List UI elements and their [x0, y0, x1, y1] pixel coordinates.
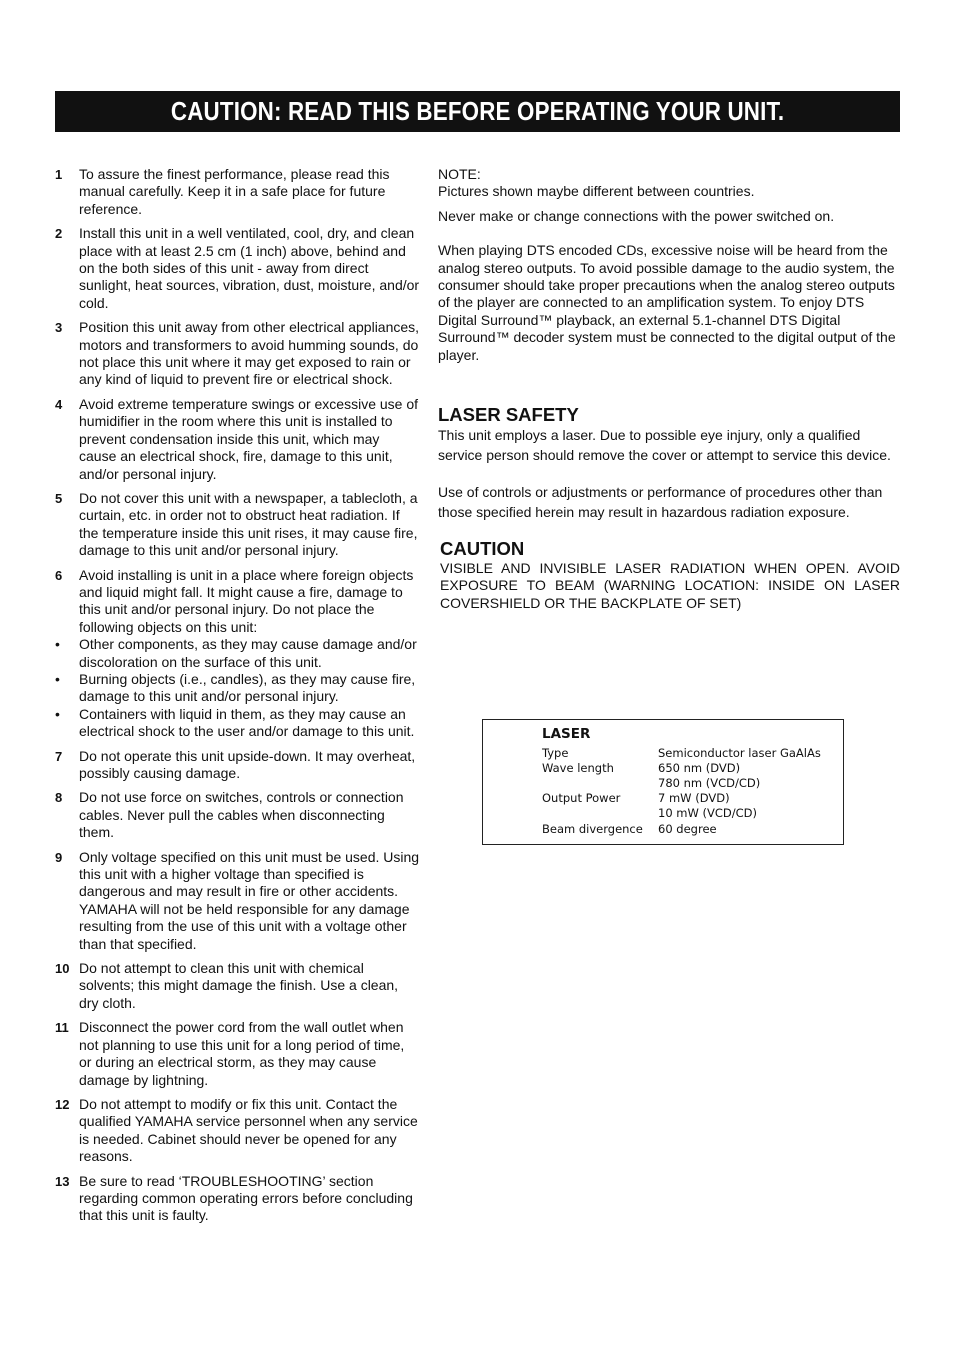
list-item: [55, 789, 420, 841]
item-text: Do not attempt to clean this unit with chemical solvents; this might damage the finish. Use a clean, dry cloth.: [79, 960, 399, 1011]
item-text: Do not use force on switches, controls or connection cables. Never pull the cables when disconnecting them.: [79, 789, 404, 841]
notes-column: [438, 166, 900, 612]
caution-text: VISIBLE AND INVISIBLE LASER RADIATION WHEN OPEN. AVOID EXPOSURE TO BEAM (WARNING LOCATION: INSIDE ON LASER COVERSHIELD OR THE BACKPLATE OF SET): [440, 560, 900, 611]
spec-row: [542, 776, 760, 791]
list-item: [55, 960, 420, 1012]
item-text: Do not cover this unit with a newspaper, a tablecloth, a curtain, etc. in order not to obstruct heat radiation. If the temperature inside this unit rises, it may cause fire, damage to this unit and/or personal injury.: [79, 489, 418, 559]
item-text: Avoid extreme temperature swings or excessive use of humidifier in the room where this unit is installed to prevent condensation inside this unit, which may cause an electrical shock, fire, damage to this unit, and/or personal injury.: [79, 395, 419, 482]
spec-row: [542, 761, 740, 776]
bullet-marker: •: [55, 636, 60, 653]
item-number: 11: [55, 1020, 69, 1036]
bullet-text: Containers with liquid in them, as they may cause an electrical shock to the user and/or damage to this unit.: [79, 705, 415, 740]
spec-label: Type: [542, 746, 569, 760]
bullet-item: [55, 636, 420, 671]
laser-safety-heading: LASER SAFETY: [438, 404, 579, 426]
dts-notice: When playing DTS encoded CDs, excessive noise will be heard from the analog stereo outputs. To avoid possible damage to the audio system, the consumer should take proper precautions when the analog stereo outputs of the player are connected to an amplification system. To enjoy DTS Digital Surround™ playback, an external 5.1-channel DTS Digital Surround™ decoder system must be connected to the digital output of the player.: [438, 242, 896, 363]
item-text: Position this unit away from other electrical appliances, motors and transformers to avoid humming sounds, do not place this unit where it may get exposed to rain or any kind of liquid to prevent fire or electrical shock.: [79, 319, 420, 388]
spec-value: 780 nm (VCD/CD): [658, 776, 761, 790]
bullet-marker: •: [55, 670, 60, 687]
laser-safety-paragraph-2: Use of controls or adjustments or performance of procedures other than those specified herein may result in hazardous radiation exposure.: [438, 484, 883, 520]
note-line-2: Never make or change connections with the power switched on.: [438, 207, 835, 224]
spec-row: [542, 822, 717, 837]
item-text: To assure the finest performance, please read this manual carefully. Keep it in a safe place for future reference.: [79, 166, 390, 217]
bullet-marker: •: [55, 705, 60, 722]
list-item: [55, 490, 420, 560]
spec-label: Output Power: [542, 791, 621, 805]
item-text: Be sure to read ‘TROUBLESHOOTING’ section regarding common operating errors before concluding that this unit is faulty.: [79, 1172, 413, 1224]
caution-heading: CAUTION: [440, 538, 525, 560]
bullet-text: Other components, as they may cause damage and/or discoloration on the surface of this unit.: [79, 636, 417, 670]
spec-value: 650 nm (DVD): [658, 761, 741, 775]
item-number: 13: [55, 1173, 70, 1189]
item-number: 3: [55, 320, 63, 336]
note-line-1: Pictures shown maybe different between countries.: [438, 183, 755, 200]
spec-value: Semiconductor laser GaAlAs: [658, 746, 821, 760]
item-number: 2: [55, 226, 63, 242]
spec-value: 60 degree: [658, 822, 717, 836]
list-item: [55, 567, 420, 741]
page-title: CAUTION: READ THIS BEFORE OPERATING YOUR UNIT.: [170, 96, 785, 126]
bullet-item: [55, 706, 420, 741]
bullet-item: [55, 671, 420, 706]
list-item: [55, 1096, 420, 1166]
item-number: 12: [55, 1096, 70, 1112]
item-text: Only voltage specified on this unit must be used. Using this unit with a higher voltage than specified is dangerous and may result in fire or other accidents. YAMAHA will not be held responsible for any damage resulting from the use of this unit with a voltage other than that specified.: [79, 848, 420, 952]
item-number: 6: [55, 567, 63, 583]
note-label: NOTE:: [438, 166, 481, 182]
laser-spec-table: [482, 719, 844, 845]
list-item: [55, 1173, 420, 1225]
list-item: [55, 849, 420, 953]
item-number: 10: [55, 961, 70, 977]
item-text: Install this unit in a well ventilated, cool, dry, and clean place with at least 2.5 cm (1 inch) above, behind and on the both sides of this unit - away from direct sunlight, heat sources, vibration, dust, moisture, and/or cold.: [79, 225, 420, 311]
spec-value: 10 mW (VCD/CD): [658, 806, 758, 820]
item-text: Do not operate this unit upside-down. It may overheat, possibly causing damage.: [79, 747, 416, 781]
bullet-text: Burning objects (i.e., candles), as they may cause fire, damage to this unit and/or personal injury.: [79, 670, 416, 705]
safety-instructions-list: [55, 166, 420, 1232]
list-item: [55, 748, 420, 783]
item-number: 1: [55, 167, 63, 182]
item-text: Disconnect the power cord from the wall outlet when not planning to use this unit for a long period of time, or during an electrical storm, as they may cause damage by lightning.: [79, 1019, 405, 1088]
spec-row: [542, 746, 821, 761]
item-text: Do not attempt to modify or fix this unit. Contact the qualified YAMAHA service personnel when any service is needed. Cabinet should never be opened for any reasons.: [79, 1095, 418, 1165]
spec-value: 7 mW (DVD): [658, 791, 730, 805]
item-text: Avoid installing is unit in a place where foreign objects and liquid might fall. It might cause a fire, damage to this unit and/or personal injury. Do not place the following objects on this unit:: [79, 566, 414, 635]
spec-label: Wave length: [542, 761, 614, 775]
laser-spec-title: LASER: [542, 726, 591, 742]
item-number: 9: [55, 849, 63, 865]
list-item: [55, 396, 420, 483]
spec-label: Beam divergence: [542, 822, 643, 836]
caution-banner: [55, 91, 900, 132]
item-number: 7: [55, 748, 63, 764]
list-item: [55, 1019, 420, 1089]
list-item: [55, 319, 420, 389]
spec-row: [542, 806, 757, 821]
list-item: [55, 166, 420, 218]
laser-safety-paragraph-1: This unit employs a laser. Due to possible eye injury, only a qualified service person should remove the cover or attempt to service this device.: [438, 427, 891, 463]
spec-row: [542, 791, 730, 806]
item-number: 4: [55, 396, 63, 412]
list-item: [55, 225, 420, 312]
item-number: 8: [55, 790, 63, 806]
item-number: 5: [55, 490, 63, 506]
